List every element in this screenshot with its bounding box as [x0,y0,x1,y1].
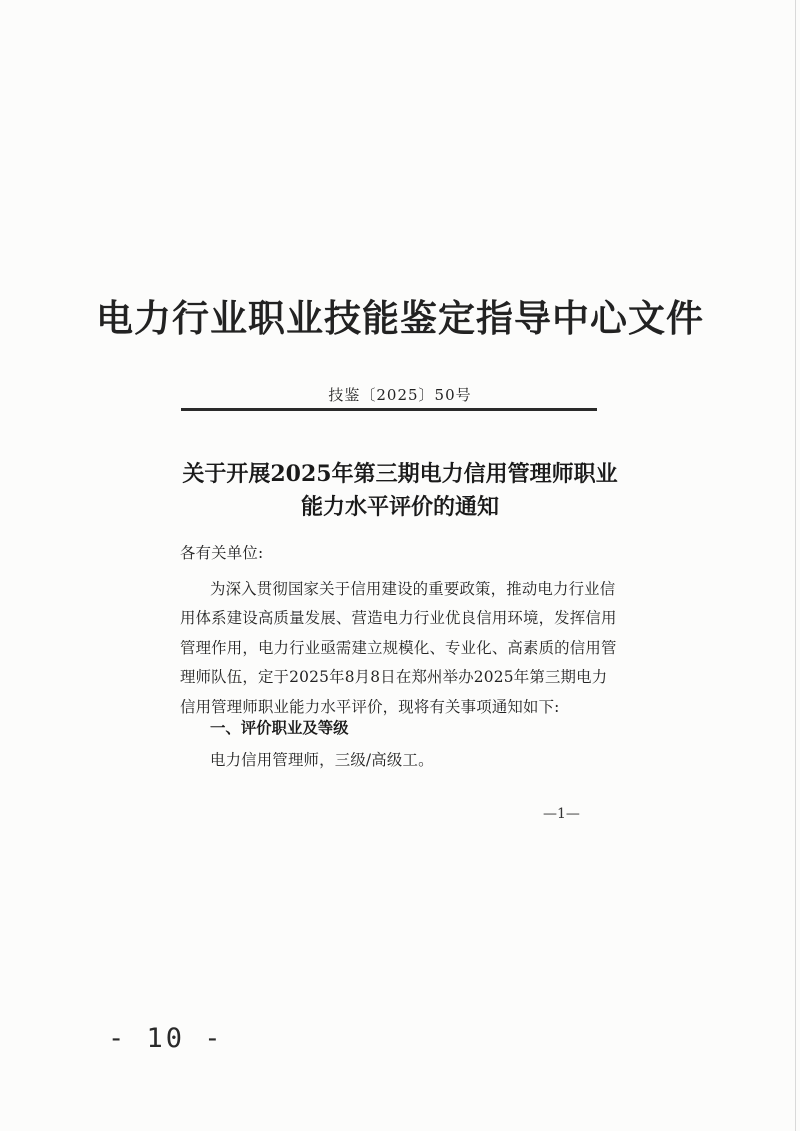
intro-paragraph [180,575,617,722]
paragraph-line: 信用管理师职业能力水平评价，现将有关事项通知如下: [180,697,560,716]
paragraph-line: 管理作用，电力行业亟需建立规模化、专业化、高素质的信用管 [180,638,617,657]
paragraph-line: 理师队伍，定于2025年8月8日在郑州举办2025年第三期电力 [180,668,608,687]
paragraph-line: 为深入贯彻国家关于信用建设的重要政策，推动电力行业信 [210,580,616,598]
notice-title-line: 关于开展2025年第三期电力信用管理师职业 [182,461,618,487]
document-number: 技鉴〔2025〕50号 [328,386,472,404]
header-divider-line [181,408,597,411]
section-body: 电力信用管理师，三级/高级工。 [210,751,434,769]
paragraph-line: 用体系建设高质量发展、营造电力行业优良信用环境，发挥信用 [180,609,617,628]
inner-page-number: —1— [543,806,580,822]
outer-page-number: - 10 - [108,1023,224,1054]
salutation: 各有关单位: [180,544,264,562]
page-edge-line [795,0,796,1131]
document-header-title: 电力行业职业技能鉴定指导中心文件 [96,296,704,340]
notice-title [0,458,800,524]
section-heading: 一、评价职业及等级 [210,719,349,737]
notice-title-line: 能力水平评价的通知 [300,494,499,520]
